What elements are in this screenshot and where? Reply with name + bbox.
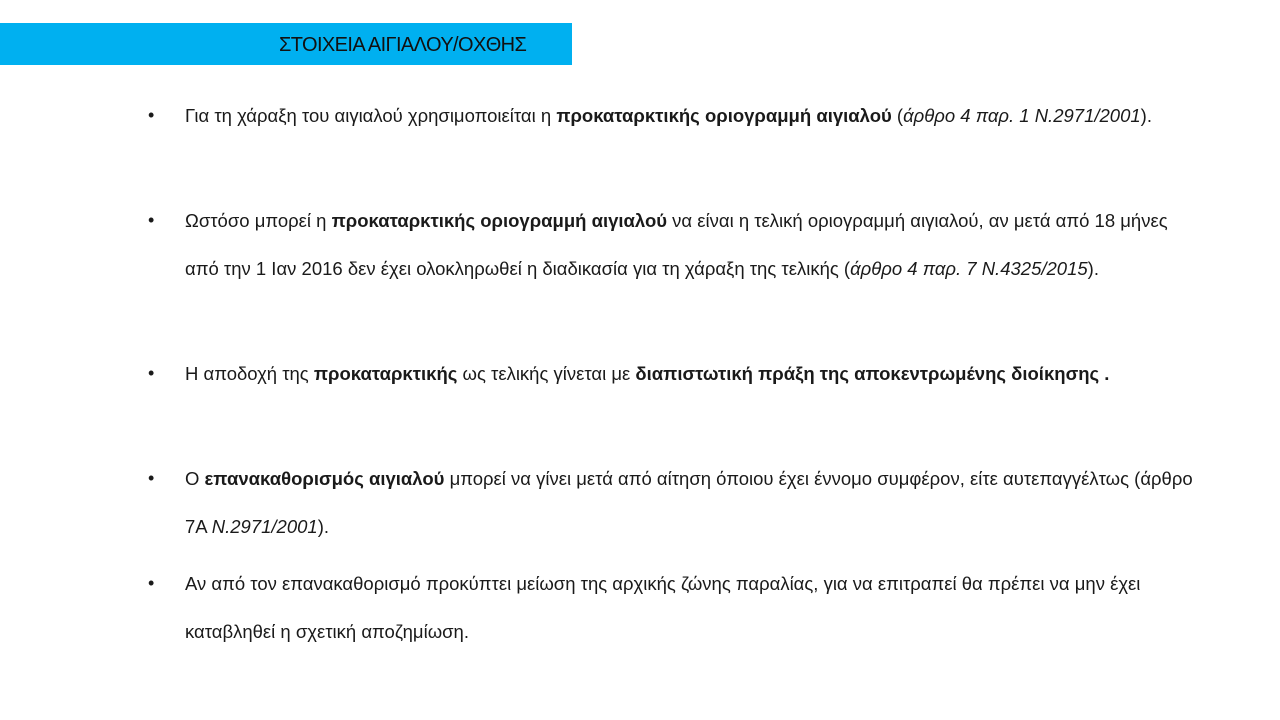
- bullet-text: ως τελικής γίνεται με: [457, 363, 636, 384]
- slide-title: ΣΤΟΙΧΕΙΑ ΑΙΓΙΑΛΟΥ/ΟΧΘΗΣ: [279, 34, 527, 56]
- bullet-text: Ο: [185, 468, 205, 489]
- bullet-text: (: [891, 105, 904, 126]
- bullet-bold-text: προκαταρκτικής: [313, 363, 458, 384]
- bullet-text: ).: [1140, 105, 1152, 126]
- bullet-bold-text: επανακαθορισμός αιγιαλού: [204, 468, 445, 489]
- law-reference: Ν.2971/2001: [211, 515, 318, 537]
- bullet-text: Η αποδοχή της: [185, 363, 314, 384]
- law-reference: άρθρο 4 παρ. 1 Ν.2971/2001: [903, 105, 1141, 126]
- bullet-item: [148, 350, 1195, 398]
- bullet-bold-text: προκαταρκτικής οριογραμμή αιγιαλού: [331, 210, 668, 231]
- bullet-text: Αν από τον επανακαθορισμό προκύπτει μείωση της αρχικής ζώνης παραλίας, για να επιτραπεί θα πρέπει να μην έχει καταβληθεί η σχετική αποζημίωση.: [185, 573, 1141, 642]
- bullet-text: Για τη χάραξη του αιγιαλού χρησιμοποιείται η: [185, 105, 557, 126]
- bullet-text: μπορεί να γίνει μετά από αίτηση όποιου έχει έννομο συμφέρον, είτε αυτεπαγγέλτως (άρθρο 7Α: [185, 468, 1193, 537]
- bullet-marker: •: [148, 363, 155, 383]
- bullet-text: να είναι η τελική οριογραμμή αιγιαλού, αν μετά από 18 μήνες από την 1 Ιαν 2016 δεν έχει ολοκληρωθεί η διαδικασία για τη χάραξη της τελικής (: [185, 210, 1168, 279]
- bullet-marker: •: [148, 468, 155, 488]
- bullet-bold-text: διαπιστωτική πράξη της αποκεντρωμένης διοίκησης .: [635, 363, 1110, 384]
- bullet-text: ).: [317, 515, 330, 537]
- bullet-item: [148, 560, 1195, 655]
- bullet-marker: •: [148, 573, 155, 593]
- bullet-text: Ωστόσο μπορεί η: [185, 210, 332, 231]
- bullet-text: ).: [1087, 257, 1099, 279]
- bullet-item: [148, 92, 1195, 140]
- bullet-item: [148, 455, 1195, 550]
- bullet-bold-text: προκαταρκτικής οριογραμμή αιγιαλού: [556, 105, 892, 126]
- bullet-item: [148, 197, 1195, 292]
- bullet-marker: •: [148, 105, 155, 125]
- law-reference: άρθρο 4 παρ. 7 Ν.4325/2015: [850, 257, 1088, 279]
- bullet-marker: •: [148, 210, 155, 230]
